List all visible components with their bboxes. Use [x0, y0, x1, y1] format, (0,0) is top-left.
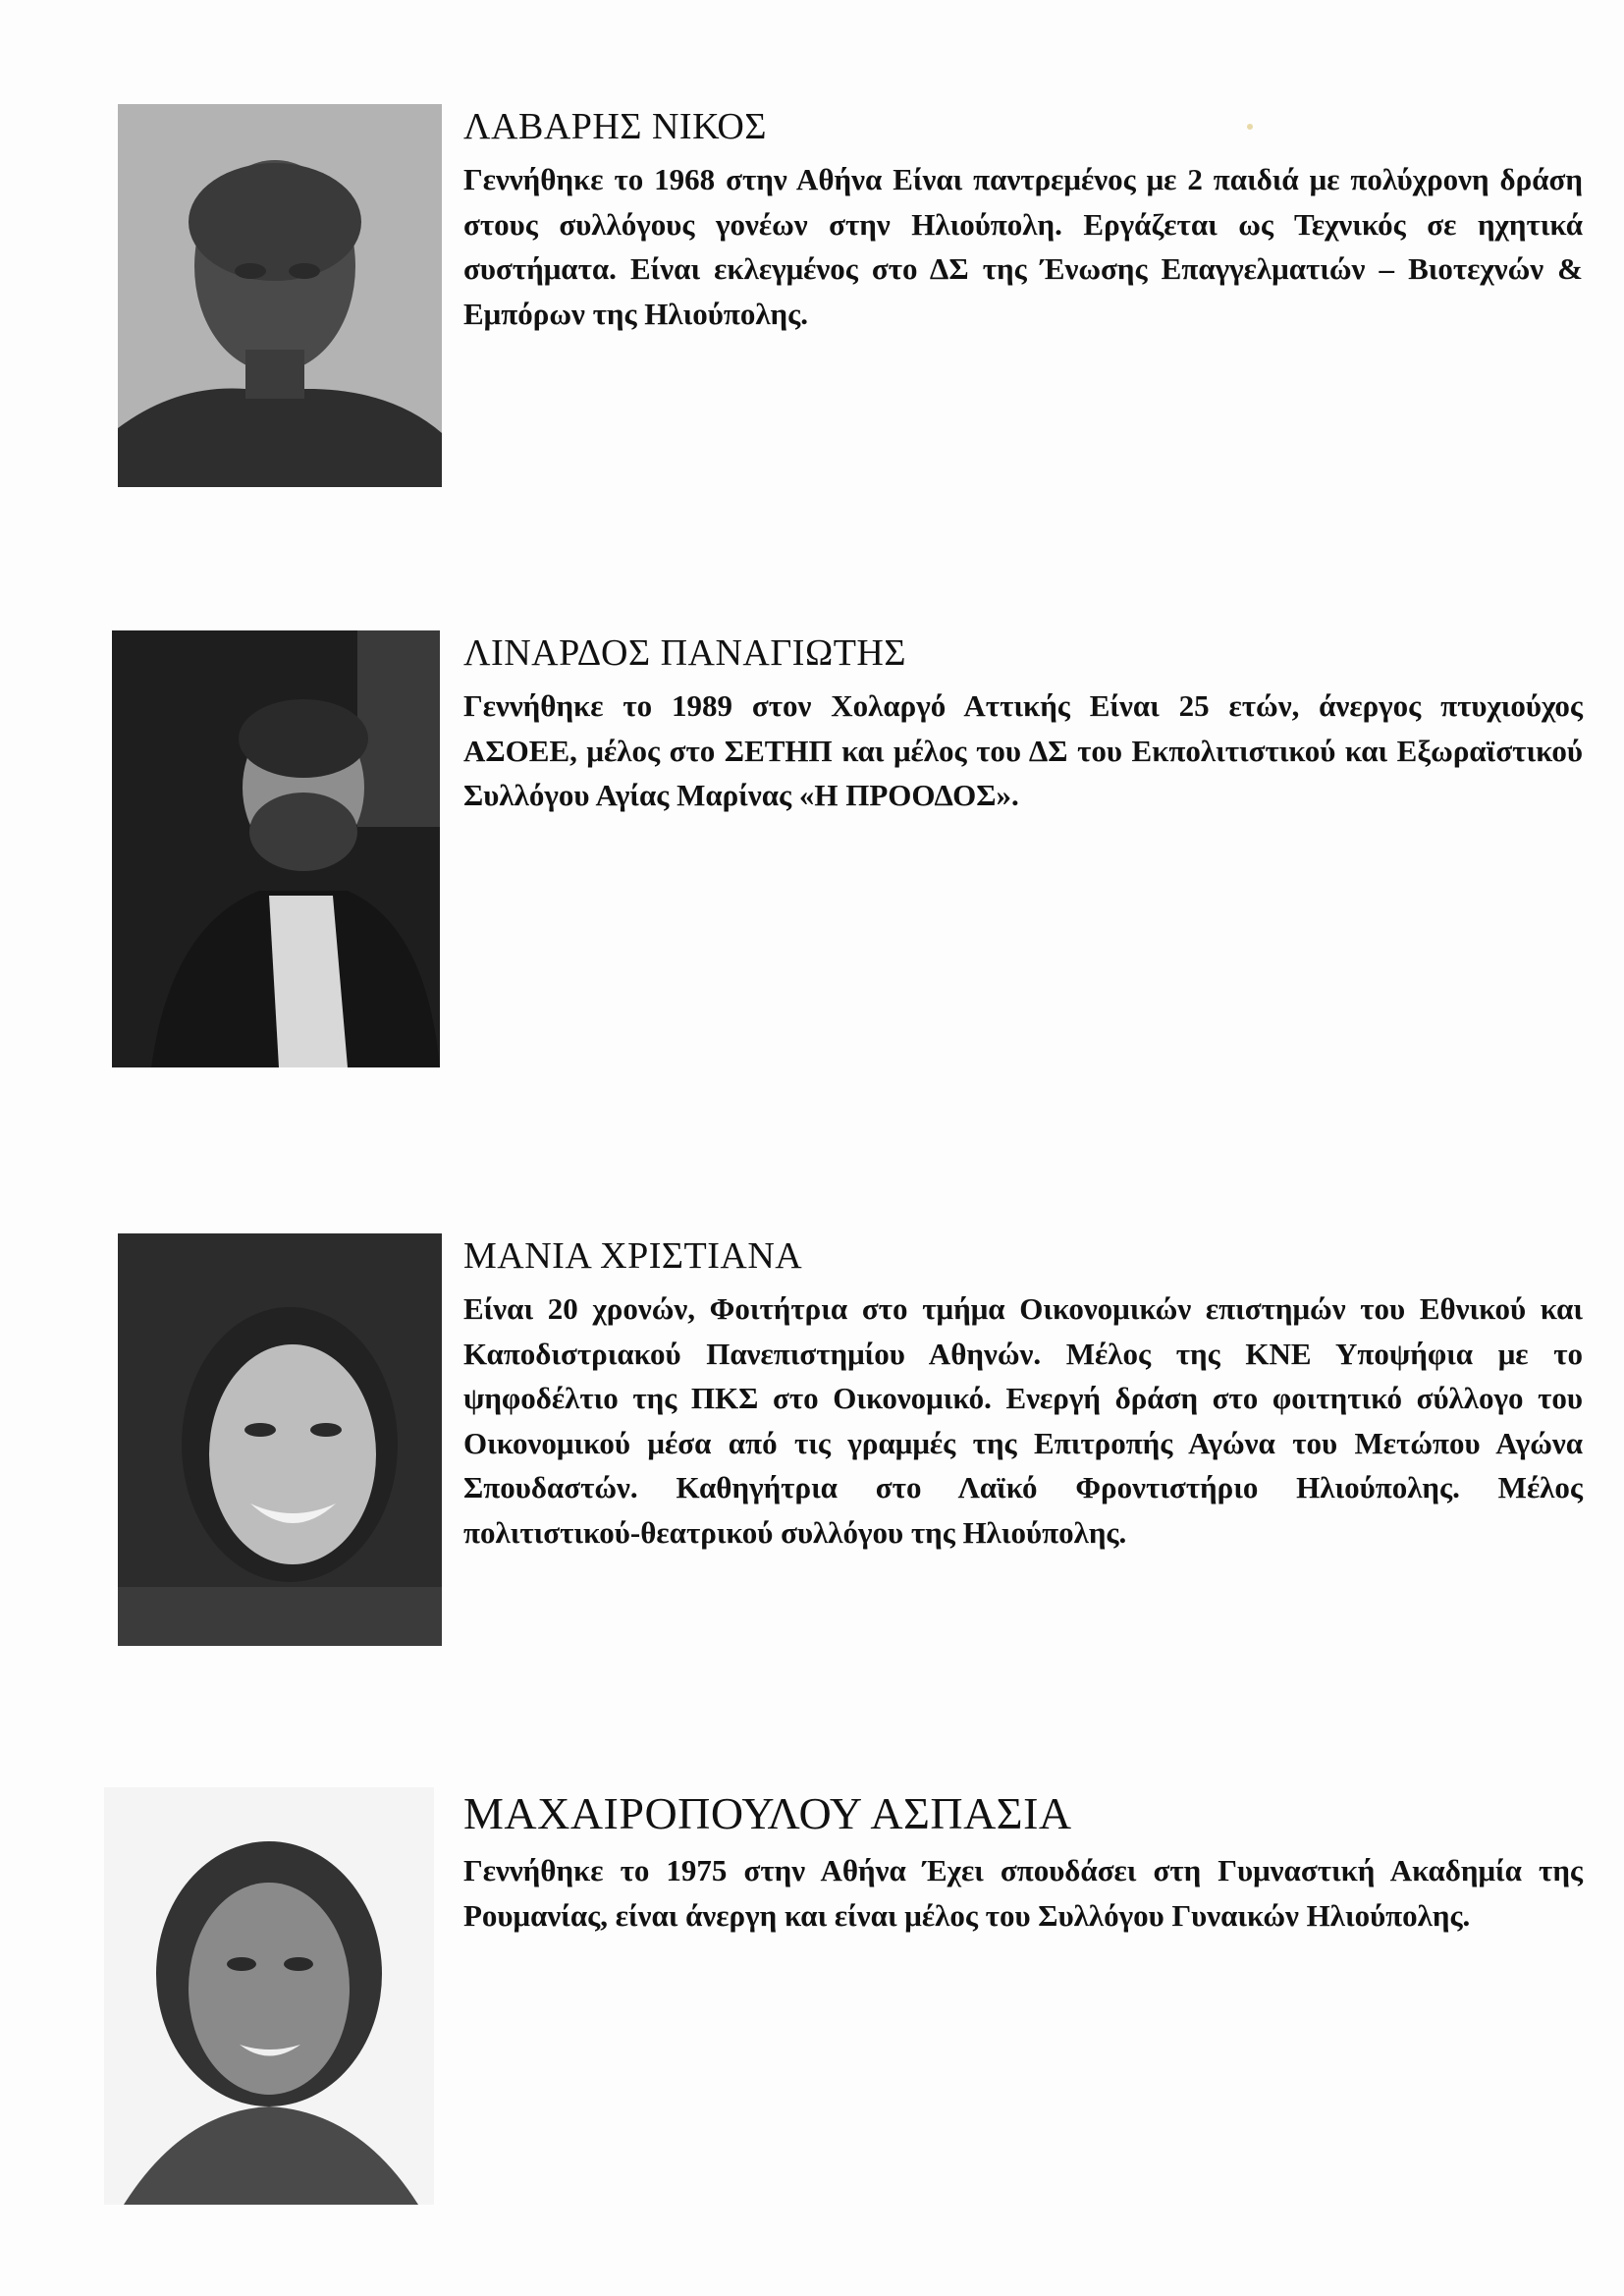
candidate-name: ΛΑΒΑΡΗΣ ΝΙΚΟΣ	[463, 106, 767, 147]
candidate-bio: Γεννήθηκε το 1989 στον Χολαργό Αττικής Είναι 25 ετών, άνεργος πτυχιούχος ΑΣΟΕΕ, μέλος στο ΣΕΤΗΠ και μέλος του ΔΣ του Εκπολιτιστικού και Εξωραϊστικού Συλλόγου Αγίας Μαρίνας «Η ΠΡΟΟΔΟΣ».	[463, 688, 1583, 812]
candidate-bio: Είναι 20 χρονών, Φοιτήτρια στο τμήμα Οικονομικών επιστημών του Εθνικού και Καποδιστριακού Πανεπιστημίου Αθηνών. Μέλος της ΚΝΕ Υποψήφια με το ψηφοδέλτιο της ΠΚΣ στο Οικονομικό. Ενεργή δράση στο φοιτητικό σύλλογο του Οικονομικού μέσα από τις γραμμές της Επιτροπής Αγώνα του Μετώπου Αγώνα Σπουδαστών. Καθηγήτρια στο Λαϊκό Φροντιστήριο Ηλιούπολης. Μέλος πολιτιστικού-θεατρικού συλλόγου της Ηλιούπολης.	[463, 1291, 1583, 1550]
candidate-text	[463, 1787, 1583, 1938]
candidate-photo	[112, 630, 440, 1067]
candidate-photo	[118, 1233, 442, 1646]
candidate-text	[463, 1233, 1583, 1555]
candidate-name: ΜΑΝΙΑ ΧΡΙΣΤΙΑΝΑ	[463, 1235, 803, 1277]
candidate-photo	[104, 1787, 434, 2205]
candidate-text	[463, 104, 1583, 336]
candidate-name: ΜΑΧΑΙΡΟΠΟΥΛΟΥ ΑΣΠΑΣΙΑ	[463, 1788, 1072, 1838]
candidate-photo	[118, 104, 442, 487]
candidate-bio: Γεννήθηκε το 1968 στην Αθήνα Είναι παντρεμένος με 2 παιδιά με πολύχρονη δράση στους συλλόγους γονέων στην Ηλιούπολη. Εργάζεται ως Τεχνικός σε ηχητικά συστήματα. Είναι εκλεγμένος στο ΔΣ της Ένωσης Επαγγελματιών – Βιοτεχνών & Εμπόρων της Ηλιούπολης.	[463, 162, 1583, 331]
candidate-bio: Γεννήθηκε το 1975 στην Αθήνα Έχει σπουδάσει στη Γυμναστική Ακαδημία της Ρουμανίας, είναι άνεργη και είναι μέλος του Συλλόγου Γυναικών Ηλιούπολης.	[463, 1853, 1583, 1933]
candidate-name: ΛΙΝΑΡΔΟΣ ΠΑΝΑΓΙΩΤΗΣ	[463, 632, 906, 674]
candidate-text	[463, 630, 1583, 818]
